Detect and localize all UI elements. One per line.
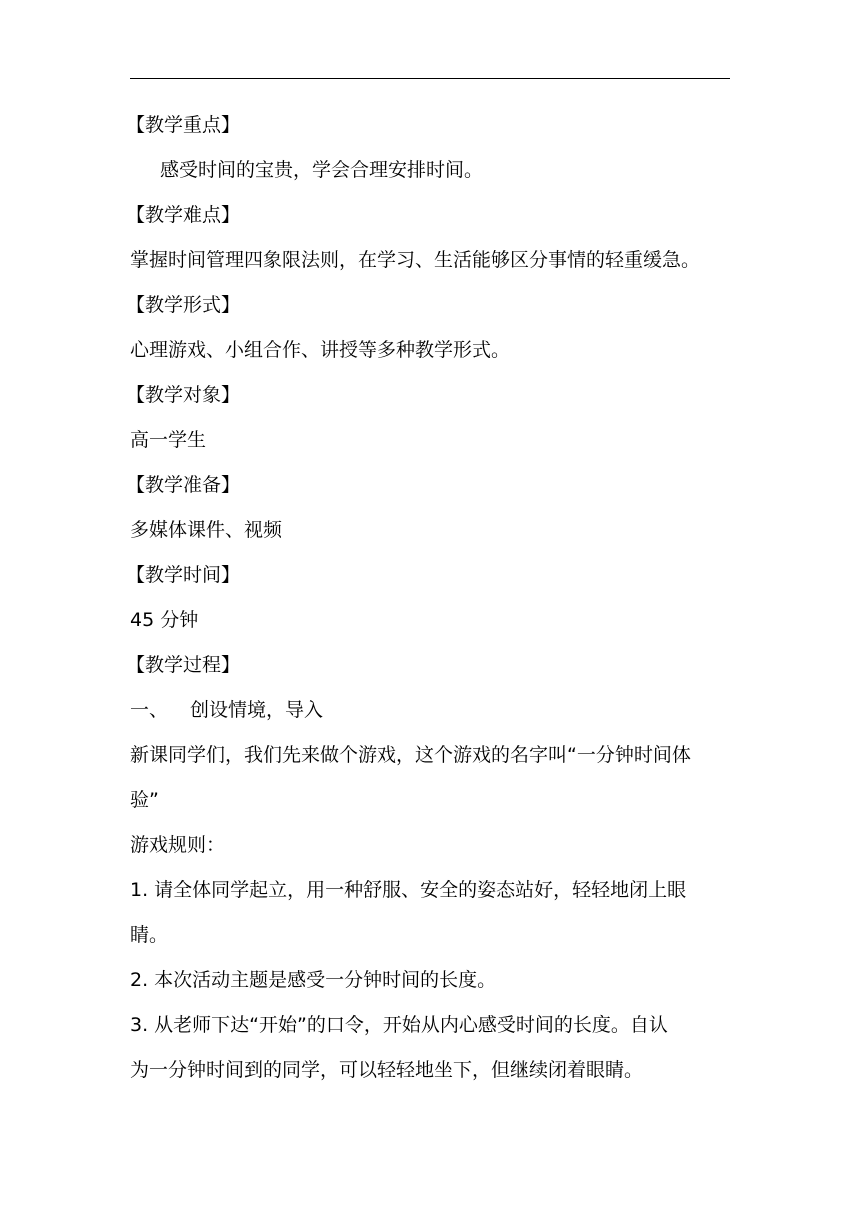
section-heading-difficulties: 【教学难点】	[126, 204, 241, 226]
rule-2-line-1: 2. 本次活动主题是感受一分钟时间的长度。	[130, 969, 497, 991]
section-heading-key-points: 【教学重点】	[126, 114, 241, 136]
rules-label: 游戏规则：	[130, 834, 226, 856]
section-body-preparation: 多媒体课件、视频	[130, 519, 283, 541]
intro-line-2: 验”	[130, 789, 159, 811]
section-body-difficulties: 掌握时间管理四象限法则，在学习、生活能够区分事情的轻重缓急。	[130, 249, 701, 271]
process-step-1	[130, 688, 735, 733]
section-body-format: 心理游戏、小组合作、讲授等多种教学形式。	[130, 339, 511, 361]
section-body-duration: 45 分钟	[130, 609, 199, 631]
section-heading-format: 【教学形式】	[126, 294, 241, 316]
rule-1-line-1: 1. 请全体同学起立，用一种舒服、安全的姿态站好，轻轻地闭上眼	[130, 879, 687, 901]
process-step-1-number: 一、	[130, 699, 169, 721]
section-heading-duration: 【教学时间】	[126, 564, 241, 586]
process-step-1-title: 创设情境，导入	[190, 699, 324, 721]
section-heading-audience: 【教学对象】	[126, 384, 241, 406]
document-body	[126, 103, 735, 1093]
intro-line-1: 新课同学们，我们先来做个游戏，这个游戏的名字叫“一分钟时间体	[130, 744, 691, 766]
section-heading-process: 【教学过程】	[126, 654, 241, 676]
rule-3-line-1: 3. 从老师下达“开始”的口令，开始从内心感受时间的长度。自认	[130, 1014, 668, 1036]
header-rule	[130, 78, 730, 79]
section-heading-preparation: 【教学准备】	[126, 474, 241, 496]
section-body-key-points: 感受时间的宝贵，学会合理安排时间。	[160, 159, 484, 181]
rule-3-line-2: 为一分钟时间到的同学，可以轻轻地坐下，但继续闭着眼睛。	[130, 1059, 644, 1081]
section-body-audience: 高一学生	[130, 429, 207, 451]
rule-1-line-2: 睛。	[130, 924, 169, 946]
